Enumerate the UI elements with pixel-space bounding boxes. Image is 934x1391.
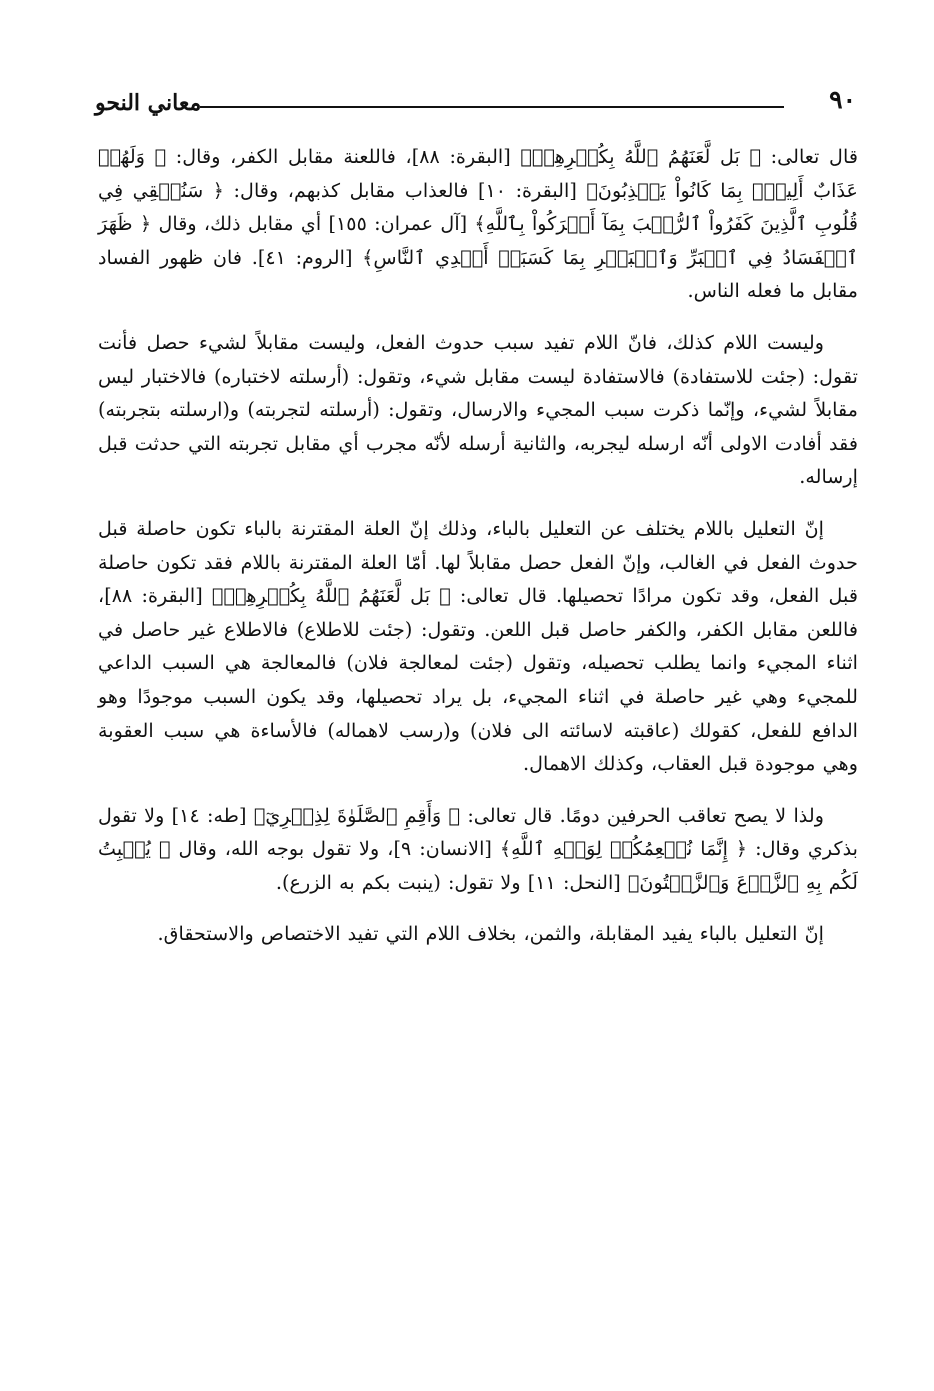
page-number: ٩٠ (829, 85, 856, 114)
header-rule (200, 106, 784, 108)
paragraph-2: وليست اللام كذلك، فانّ اللام تفيد سبب حدوث الفعل، وليست مقابلاً لشيء حصل فأنت تقول: (جئت للاستفادة) فالاستفادة ليست مقابل شيء، وتقول: (أرسلته لاختباره) فالاختبار ليس مقابلاً لشيء، وإنّما ذكرت سبب المجيء والارسال، وتقول: (أرسلته لتجربته) و(ارسلته بتجربته) فقد أفادت الاولى أنّه ارسله ليجربه، والثانية أرسله لأنّه مجرب أي مقابل تجربته التي حدثت قبل إرساله. (98, 330, 858, 489)
paragraph-5: إنّ التعليل بالباء يفيد المقابلة، والثمن، بخلاف اللام التي تفيد الاختصاص والاستحقاق. (157, 922, 824, 946)
paragraph-3: إنّ التعليل باللام يختلف عن التعليل بالباء، وذلك إنّ العلة المقترنة بالباء تكون حاصلة قبل حدوث الفعل في الغالب، وإنّ الفعل حصل مقابلاً لها. أمّا العلة المقترنة باللام فقد تكون حاصلة قبل الفعل، وقد تكون مرادًا تحصيلها. قال تعالى: ﴿ بَل لَّعَنَهُمُ ٱللَّهُ بِكُفۡرِهِمۡ﴾ [البقرة: ٨٨]، فاللعن مقابل الكفر، والكفر حاصل قبل اللعن. وتقول: (جئت للاطلاع) فالاطلاع غير حاصل في اثناء المجيء وانما يطلب تحصيله، وتقول (جئت لمعالجة فلان) فالمعالجة هي السبب الداعي للمجيء وهي غير حاصلة في اثناء المجيء، بل يراد تحصيلها، وقد يكون السبب موجودًا وهو الدافع للفعل، كقولك (عاقبته لاسائته الى فلان) و(رسب لاهماله) فالأساءة هي سبب العقوبة وهي موجودة قبل العقاب، وكذلك الاهمال. (98, 516, 858, 776)
page-header (95, 82, 856, 124)
paragraph-1: قال تعالى: ﴿ بَل لَّعَنَهُمُ ٱللَّهُ بِكُفۡرِهِمۡ﴾ [البقرة: ٨٨]، فاللعنة مقابل الكفر، وقال: ﴿ وَلَهُمۡ عَذَابٌ أَلِيمُۢ بِمَا كَانُواْ يَكۡذِبُونَ﴾ [البقرة: ١٠] فالعذاب مقابل كذبهم، وقال: ﴿ سَنُلۡقِي فِي قُلُوبِ ٱلَّذِينَ كَفَرُواْ ٱلرُّعۡبَ بِمَآ أَشۡرَكُواْ بِٱللَّهِ﴾ [آل عمران: ١٥٥] أي مقابل ذلك، وقال ﴿ ظَهَرَ ٱلۡفَسَادُ فِي ٱلۡبَرِّ وَٱلۡبَحۡرِ بِمَا كَسَبَتۡ أَيۡدِي ٱلنَّاسِ﴾ [الروم: ٤١]. فان ظهور الفساد مقابل ما فعله الناس. (98, 145, 858, 303)
paragraph-4: ولذا لا يصح تعاقب الحرفين دومًا. قال تعالى: ﴿ وَأَقِمِ ٱلصَّلَوٰةَ لِذِكۡرِيٓ﴾ [طه: ١٤] ولا تقول بذكري وقال: ﴿ إِنَّمَا نُطۡعِمُكُمۡ لِوَجۡهِ ٱللَّهِ﴾ [الانسان: ٩]، ولا تقول بوجه الله، وقال ﴿ يُنۢبِتُ لَكُم بِهِ ٱلزَّرۡعَ وَٱلزَّيۡتُونَ﴾ [النحل: ١١] ولا تقول: (ينبت بكم به الزرع). (98, 803, 858, 894)
page-body (98, 140, 858, 969)
book-title: معاني النحو (95, 90, 202, 116)
